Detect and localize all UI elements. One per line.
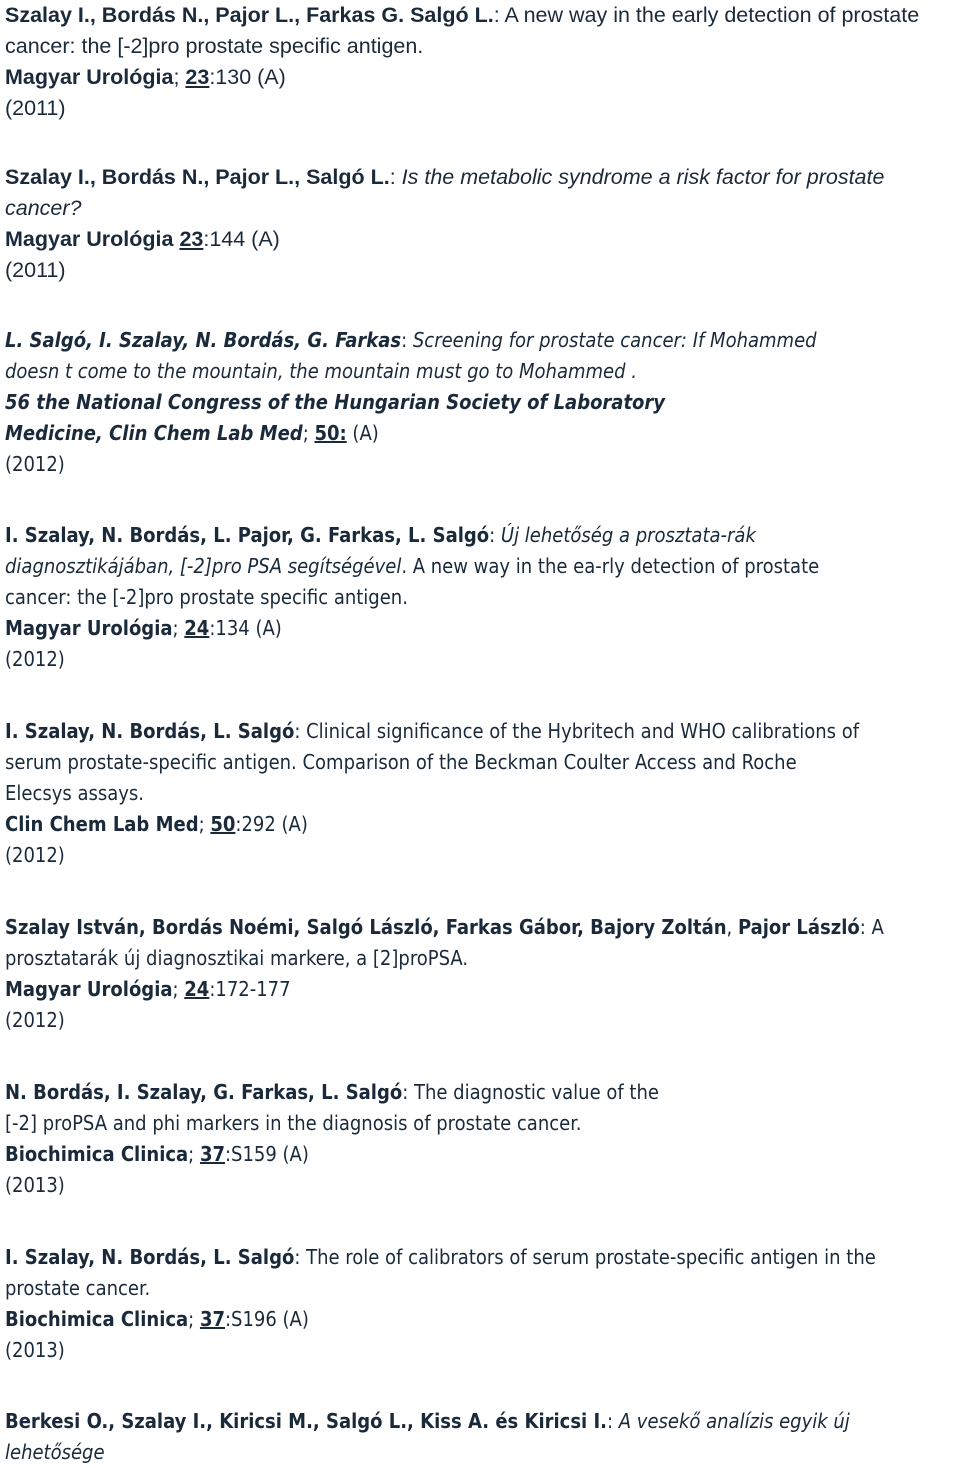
reference-emphasis: I. Szalay, N. Bordás, L. Salgó [5,1245,295,1269]
reference-text: (2012) [5,1008,65,1032]
reference-text: : [489,523,501,547]
reference-line [5,31,423,62]
reference-line [5,325,817,356]
reference-emphasis: L. Salgó, I. Szalay, N. Bordás, G. Farkas [5,328,402,352]
volume-number: 24 [184,616,210,640]
reference-line [5,1335,65,1366]
reference-text: prostate cancer. [5,1276,151,1300]
reference-emphasis: Medicine, Clin Chem Lab Med [5,421,303,445]
reference-text: Új lehetőség a prosztata-rák [500,523,756,547]
volume-number: 24 [184,977,210,1001]
volume-number: 23 [185,65,210,89]
volume-number: 37 [199,1307,225,1331]
reference-text: A vesekő analízis egyik új [618,1409,850,1433]
reference-line [5,912,884,943]
reference-line [5,1437,105,1468]
reference-text: : Clinical significance of the Hybritech and WHO calibrations of [294,719,860,743]
reference-emphasis: Pajor László [737,915,860,939]
reference-line [5,1139,309,1170]
reference-text: : [607,1409,619,1433]
reference-text: Is the metabolic syndrome a risk factor for prostate [401,165,885,189]
reference-text: . A new way in the ea-rly detection of prostate [401,554,820,578]
reference-text: ; [173,65,186,89]
reference-text: ; [188,1307,200,1331]
reference-text: ; [188,1142,200,1166]
reference-text: cancer: the [-2]pro prostate specific antigen. [5,34,424,58]
reference-text: ; [172,616,185,640]
reference-text: ; [172,977,185,1001]
reference-text: prosztatarák új diagnosztikai markere, a [2]proPSA. [5,946,469,970]
reference-line [5,840,65,871]
reference-line [5,62,286,93]
reference-line [5,747,797,778]
reference-emphasis: 56 the National Congress of the Hungarian Society of Laboratory [5,390,666,414]
reference-text: cancer: the [-2]pro prostate specific antigen. [5,585,408,609]
reference-emphasis: Clin Chem Lab Med [5,812,199,836]
reference-text: :S159 (A) [224,1142,309,1166]
reference-text: (2011) [5,96,66,120]
reference-text: (2012) [5,843,65,867]
reference-text: : The diagnostic value of the [402,1080,659,1104]
reference-emphasis: Biochimica Clinica [5,1307,189,1331]
reference-line [5,613,282,644]
reference-text: :172-177 [209,977,291,1001]
reference-text: [-2] proPSA and phi markers in the diagnosis of prostate cancer. [5,1111,582,1135]
volume-number: 37 [199,1142,225,1166]
reference-emphasis: I. Szalay, N. Bordás, L. Pajor, G. Farkas, L. Salgó [5,523,490,547]
reference-text: : A new way in the early detection of prostate [493,3,920,27]
reference-text: Screening for prostate cancer: If Mohammed [412,328,817,352]
reference-emphasis: Magyar Urológia [5,616,173,640]
reference-text: ; [302,421,315,445]
reference-text: :S196 (A) [224,1307,309,1331]
reference-emphasis: Berkesi O., Szalay I., Kiricsi M., Salgó L., Kiss A. és Kiricsi I. [5,1409,607,1433]
reference-emphasis: I. Szalay, N. Bordás, L. Salgó [5,719,295,743]
reference-emphasis: Szalay I., Bordás N., Pajor L., Salgó L. [5,165,390,189]
reference-text: (2012) [5,647,65,671]
reference-text: serum prostate-specific antigen. Comparison of the Beckman Coulter Access and Roche [5,750,797,774]
reference-line [5,520,756,551]
reference-text: cancer? [5,196,82,220]
reference-line [5,449,65,480]
reference-line [5,582,408,613]
reference-line [5,1170,65,1201]
reference-text: :134 (A) [209,616,282,640]
reference-line [5,716,859,747]
reference-line [5,418,379,449]
reference-line [5,1077,659,1108]
reference-text: (2013) [5,1338,65,1362]
reference-line [5,1406,850,1437]
reference-emphasis: Biochimica Clinica [5,1142,189,1166]
reference-text: :144 (A) [203,227,280,251]
reference-text: :292 (A) [235,812,308,836]
reference-text: , [726,915,738,939]
volume-number: 23 [179,227,204,251]
reference-line [5,778,144,809]
reference-text: (2011) [5,258,66,282]
reference-line [5,162,884,193]
reference-text: (2012) [5,452,65,476]
reference-text: doesn t come to the mountain, the mountain must go to Mohammed . [5,359,637,383]
reference-line [5,255,66,286]
reference-emphasis: Magyar Urológia [5,227,180,251]
reference-line [5,644,65,675]
reference-line [5,93,66,124]
reference-line [5,1005,65,1036]
reference-line [5,387,665,418]
reference-line [5,193,82,224]
reference-line [5,1304,309,1335]
reference-text: : A [859,915,884,939]
reference-emphasis: Magyar Urológia [5,977,173,1001]
reference-line [5,809,308,840]
reference-text: (2013) [5,1173,65,1197]
reference-line [5,974,291,1005]
reference-text: : [401,328,413,352]
reference-line [5,943,468,974]
reference-text: (A) [346,421,379,445]
volume-number: 50: [314,421,347,445]
reference-text: : The role of calibrators of serum prostate-specific antigen in the [294,1245,876,1269]
reference-emphasis: Szalay I., Bordás N., Pajor L., Farkas G. Salgó L. [5,3,494,27]
reference-line [5,224,280,255]
reference-emphasis: N. Bordás, I. Szalay, G. Farkas, L. Salgó [5,1080,403,1104]
reference-line [5,551,819,582]
reference-emphasis: Szalay István, Bordás Noémi, Salgó László, Farkas Gábor, Bajory Zoltán [5,915,727,939]
reference-text: : [389,165,402,189]
reference-line [5,0,919,31]
reference-line [5,1242,876,1273]
reference-line [5,1108,581,1139]
reference-text: :130 (A) [209,65,286,89]
reference-line [5,1273,150,1304]
reference-text: ; [198,812,211,836]
reference-emphasis: Magyar Urológia [5,65,174,89]
reference-text: diagnosztikájában, [-2]pro PSA segítségével [5,554,402,578]
reference-text: lehetősége [5,1440,105,1464]
reference-line [5,356,637,387]
reference-text: Elecsys assays. [5,781,144,805]
volume-number: 50 [210,812,236,836]
